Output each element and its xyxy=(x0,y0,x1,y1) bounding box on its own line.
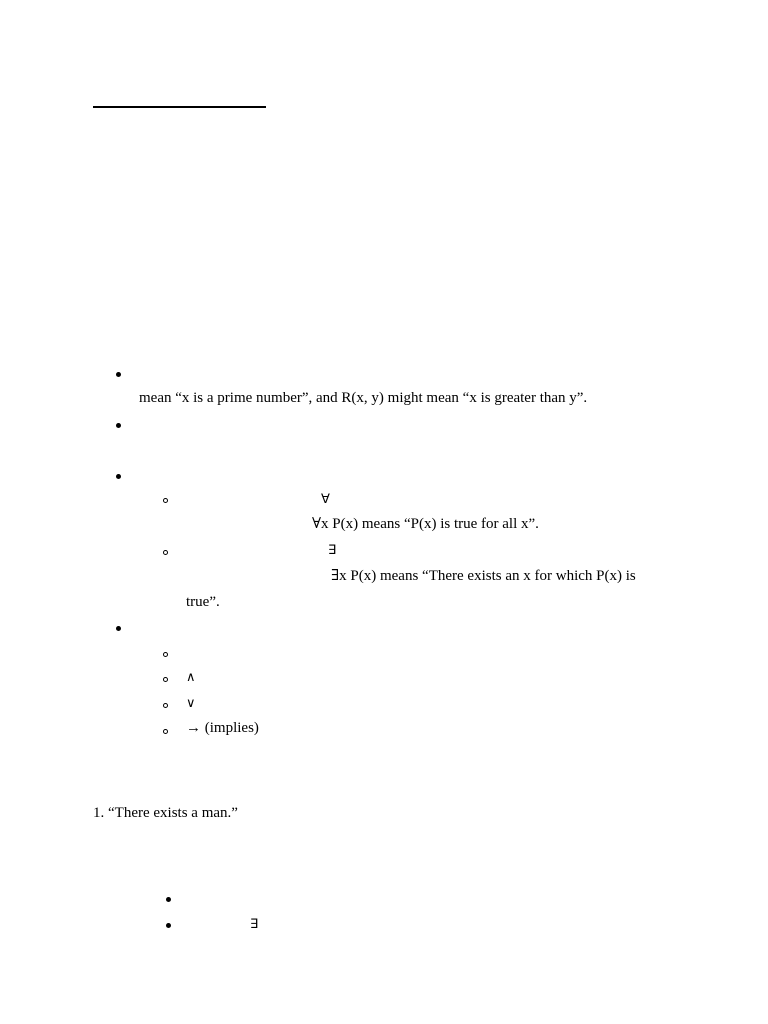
or-symbol: ∨ xyxy=(186,696,196,711)
and-symbol: ∧ xyxy=(186,670,196,685)
forall-definition-text: ∀x P(x) means “P(x) is true for all x”. xyxy=(312,516,539,532)
forall-symbol: ∀ xyxy=(321,492,330,507)
bullet-point xyxy=(166,897,171,902)
bullet-point xyxy=(116,626,121,631)
sub-bullet xyxy=(163,677,168,682)
predicate-examples-text: mean “x is a prime number”, and R(x, y) might mean “x is greater than y”. xyxy=(139,390,588,406)
sub-bullet xyxy=(163,652,168,657)
title-underline xyxy=(93,106,266,108)
bullet-point xyxy=(116,423,121,428)
exists-definition-continuation: true”. xyxy=(186,594,220,610)
implies-text: → (implies) xyxy=(186,720,259,736)
bullet-point xyxy=(166,923,171,928)
exists-symbol: ∃ xyxy=(328,543,337,558)
sub-bullet xyxy=(163,550,168,555)
sub-bullet xyxy=(163,703,168,708)
example-1-text: 1. “There exists a man.” xyxy=(93,805,238,821)
exists-symbol: ∃ xyxy=(250,917,259,932)
bullet-point xyxy=(116,474,121,479)
exists-definition-text: ∃x P(x) means “There exists an x for which P(x) is xyxy=(331,568,636,584)
sub-bullet xyxy=(163,729,168,734)
bullet-point xyxy=(116,372,121,377)
sub-bullet xyxy=(163,498,168,503)
